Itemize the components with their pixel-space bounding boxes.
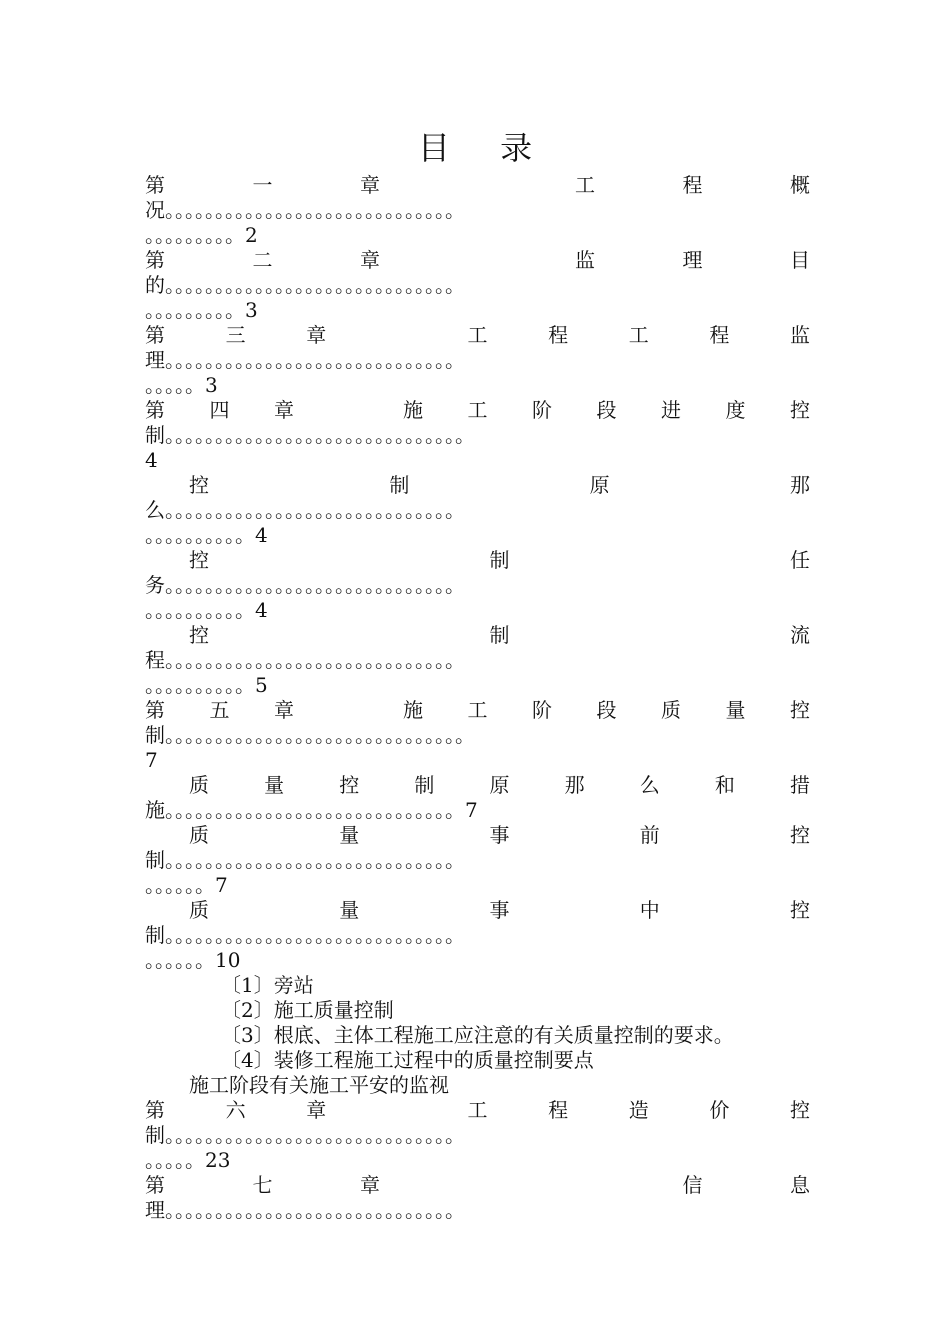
toc-sub-item-1[interactable]: 〔1〕旁站 [221,973,314,997]
heading-char: 控 [790,898,810,922]
heading-char: 一 [252,173,273,197]
heading-char: 措 [790,773,810,797]
heading-char: 控 [790,398,810,422]
toc-ch6-leader: 制。。。。。。。。。。。。。。。。。。。。。。。。。。。。。 [145,1123,465,1147]
heading-char: 度 [725,398,746,422]
heading-char: 段 [596,398,617,422]
toc-ch4-heading[interactable] [145,398,810,423]
heading-char: 质 [661,698,681,722]
toc-ch3-heading[interactable] [145,323,810,348]
heading-char: 监 [790,323,810,347]
toc-ch5-leader: 制。。。。。。。。。。。。。。。。。。。。。。。。。。。。。。 [145,723,475,747]
heading-char: 那 [564,773,585,797]
heading-char: 理 [682,248,703,272]
heading-char: 程 [709,323,730,347]
heading-char: 么 [639,773,660,797]
toc-s5-2-page: 。。。。。。7 [145,873,228,897]
heading-char: 任 [790,548,810,572]
heading-char: 程 [682,173,703,197]
heading-char: 七 [252,1173,273,1197]
table-of-contents [145,173,810,1223]
toc-s4-3-page: 。。。。。。。。。。5 [145,673,268,697]
toc-ch1-heading[interactable] [145,173,810,198]
heading-char: 监 [575,248,595,272]
heading-char: 第 [145,1098,165,1122]
heading-char: 质 [189,773,209,797]
toc-s4-1-heading[interactable] [145,473,810,498]
heading-char: 工 [467,698,488,722]
heading-char: 中 [639,898,660,922]
heading-char: 量 [339,823,360,847]
heading-char: 质 [189,823,209,847]
heading-char: 控 [790,823,810,847]
heading-char: 控 [189,623,209,647]
heading-char: 四 [209,398,230,422]
page-title: 目 录 [417,129,553,167]
toc-ch4-page: 4 [145,448,158,472]
heading-char: 工 [575,173,595,197]
heading-char: 工 [467,1098,488,1122]
heading-char: 前 [639,823,660,847]
heading-char: 第 [145,398,165,422]
heading-char [339,398,359,423]
toc-ch3-leader: 理。。。。。。。。。。。。。。。。。。。。。。。。。。。。。 [145,348,465,372]
toc-s5-1-leader: 施。。。。。。。。。。。。。。。。。。。。。。。。。。。。。7 [145,798,478,822]
heading-char [339,698,359,723]
toc-ch7-leader: 理。。。。。。。。。。。。。。。。。。。。。。。。。。。。。 [145,1198,465,1222]
toc-s4-3-leader: 程。。。。。。。。。。。。。。。。。。。。。。。。。。。。。 [145,648,465,672]
heading-char: 施 [403,698,423,722]
heading-char: 章 [360,1173,380,1197]
heading-char: 控 [189,548,209,572]
heading-char: 三 [225,323,246,347]
heading-char: 控 [790,1098,810,1122]
heading-char: 工 [628,323,649,347]
toc-s4-2-heading[interactable] [145,548,810,573]
toc-sub-item-3[interactable]: 〔3〕根底、主体工程施工应注意的有关质量控制的要求。 [221,1023,734,1047]
toc-s5-3-heading[interactable] [145,898,810,923]
heading-char: 制 [414,773,435,797]
heading-char: 量 [339,898,360,922]
heading-char: 段 [596,698,617,722]
heading-char: 制 [389,473,410,497]
toc-s4-2-page: 。。。。。。。。。。4 [145,598,268,622]
heading-char [387,323,407,348]
heading-char: 概 [790,173,810,197]
heading-char: 第 [145,698,165,722]
heading-char: 第 [145,248,165,272]
toc-ch2-page: 。。。。。。。。。3 [145,298,258,322]
heading-char: 章 [360,248,380,272]
heading-char: 章 [360,173,380,197]
toc-ch2-leader: 的。。。。。。。。。。。。。。。。。。。。。。。。。。。。。 [145,273,465,297]
heading-char [468,173,488,198]
heading-char: 程 [548,1098,569,1122]
heading-char [575,1173,595,1198]
heading-char: 工 [467,398,488,422]
heading-char: 章 [306,1098,327,1122]
heading-char: 量 [264,773,285,797]
heading-char: 量 [725,698,746,722]
heading-char: 和 [714,773,735,797]
heading-char: 造 [628,1098,649,1122]
heading-char: 进 [661,398,681,422]
heading-char: 控 [339,773,360,797]
heading-char: 第 [145,173,165,197]
heading-char: 那 [789,473,810,497]
toc-s4-1-leader: 么。。。。。。。。。。。。。。。。。。。。。。。。。。。。。 [145,498,465,522]
heading-char: 六 [225,1098,246,1122]
toc-s5-3-leader: 制。。。。。。。。。。。。。。。。。。。。。。。。。。。。。 [145,923,465,947]
toc-s5-1-heading[interactable] [145,773,810,798]
heading-char: 二 [252,248,273,272]
heading-char: 事 [489,823,510,847]
toc-ch7-heading[interactable] [145,1173,810,1198]
heading-char: 价 [709,1098,730,1122]
heading-char: 信 [682,1173,703,1197]
heading-char: 五 [209,698,230,722]
heading-char: 控 [189,473,209,497]
heading-char: 第 [145,1173,165,1197]
heading-char: 原 [489,773,510,797]
heading-char: 控 [790,698,810,722]
toc-ch6-heading[interactable] [145,1098,810,1123]
toc-s5-4[interactable]: 施工阶段有关施工平安的监视 [189,1073,449,1097]
heading-char: 施 [403,398,423,422]
heading-char: 章 [274,698,294,722]
toc-ch3-page: 。。。。。3 [145,373,218,397]
toc-ch5-heading[interactable] [145,698,810,723]
toc-s5-2-leader: 制。。。。。。。。。。。。。。。。。。。。。。。。。。。。。 [145,848,465,872]
toc-s4-2-leader: 务。。。。。。。。。。。。。。。。。。。。。。。。。。。。。 [145,573,465,597]
heading-char: 程 [548,323,569,347]
heading-char: 章 [274,398,294,422]
toc-s4-3-heading[interactable] [145,623,810,648]
heading-char: 阶 [532,698,552,722]
toc-s5-3-page: 。。。。。。10 [145,948,241,972]
toc-ch2-heading[interactable] [145,248,810,273]
heading-char: 阶 [532,398,552,422]
heading-char: 息 [790,1173,810,1197]
heading-char: 制 [489,548,510,572]
heading-char: 质 [189,898,209,922]
toc-sub-item-2[interactable]: 〔2〕施工质量控制 [221,998,394,1022]
heading-char: 目 [790,248,810,272]
toc-ch4-leader: 制。。。。。。。。。。。。。。。。。。。。。。。。。。。。。。 [145,423,475,447]
heading-char [468,248,488,273]
heading-char: 章 [306,323,327,347]
toc-ch1-leader: 况。。。。。。。。。。。。。。。。。。。。。。。。。。。。。 [145,198,465,222]
heading-char [468,1173,488,1198]
heading-char: 事 [489,898,510,922]
heading-char: 工 [467,323,488,347]
toc-ch1-page: 。。。。。。。。。2 [145,223,258,247]
toc-s5-2-heading[interactable] [145,823,810,848]
heading-char [387,1098,407,1123]
toc-sub-item-4[interactable]: 〔4〕装修工程施工过程中的质量控制要点 [221,1048,594,1072]
heading-char: 流 [790,623,810,647]
heading-char: 原 [589,473,610,497]
heading-char: 第 [145,323,165,347]
heading-char: 制 [489,623,510,647]
toc-s4-1-page: 。。。。。。。。。。4 [145,523,268,547]
toc-ch5-page: 7 [145,748,158,772]
toc-ch6-page: 。。。。。23 [145,1148,231,1172]
